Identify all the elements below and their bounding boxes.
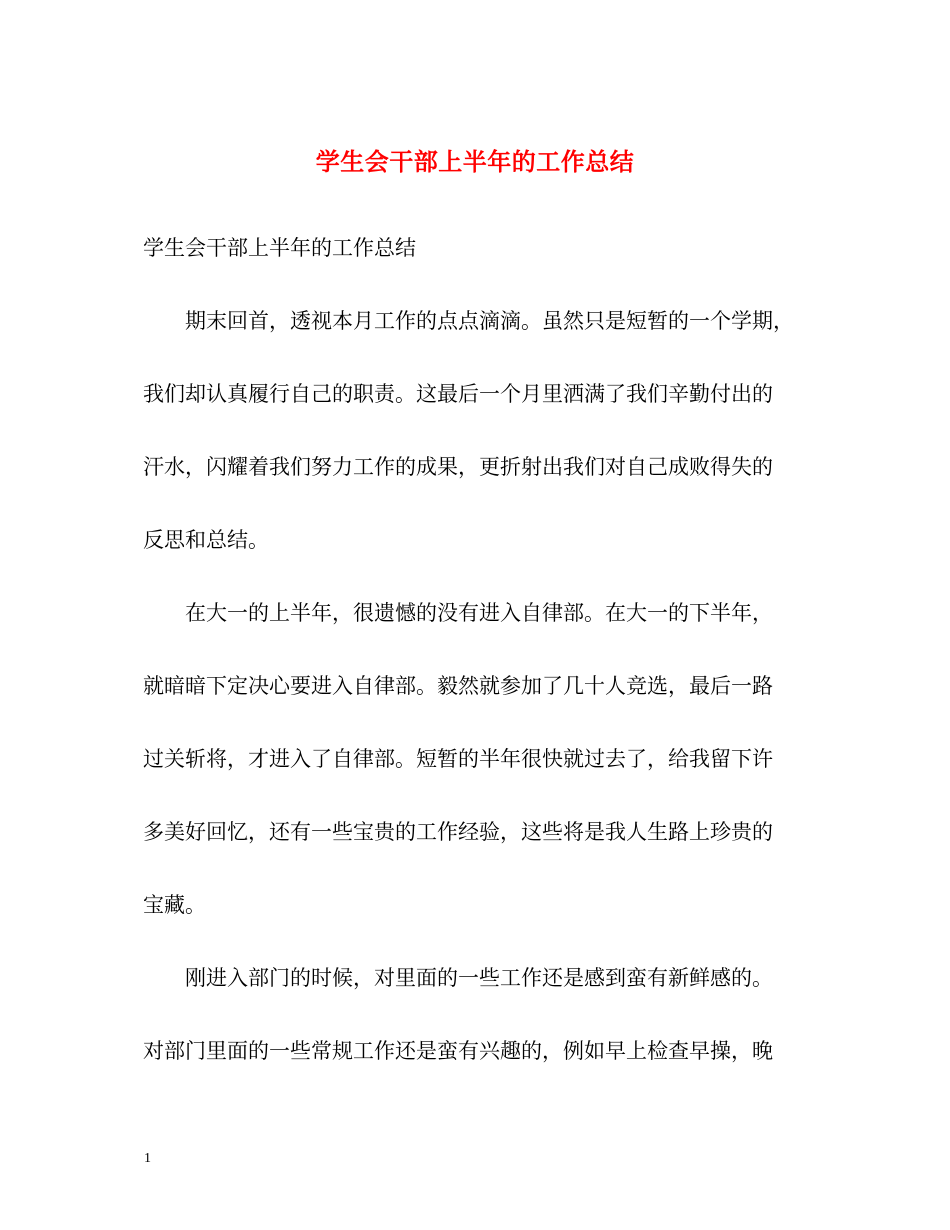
paragraph-line: 刚进入部门的时候，对里面的一些工作还是感到蛮有新鲜感的。: [185, 966, 773, 990]
page-number: 1: [144, 1151, 151, 1166]
paragraph-line: 期末回首，透视本月工作的点点滴滴。虽然只是短暂的一个学期，: [185, 309, 794, 333]
paragraph-line: 汗水，闪耀着我们努力工作的成果，更折射出我们对自己成败得失的: [143, 455, 773, 479]
paragraph-line: 多美好回忆，还有一些宝贵的工作经验，这些将是我人生路上珍贵的: [143, 820, 773, 844]
subtitle-line: 学生会干部上半年的工作总结: [143, 236, 416, 260]
paragraph-line: 宝藏。: [143, 893, 206, 917]
paragraph-line: 过关斩将，才进入了自律部。短暂的半年很快就过去了，给我留下许: [143, 747, 773, 771]
document-title: 学生会干部上半年的工作总结: [315, 147, 635, 176]
paragraph-line: 在大一的上半年，很遗憾的没有进入自律部。在大一的下半年，: [185, 601, 773, 625]
paragraph-line: 反思和总结。: [143, 528, 269, 552]
paragraph-line: 就暗暗下定决心要进入自律部。毅然就参加了几十人竞选，最后一路: [143, 674, 773, 698]
paragraph-line: 对部门里面的一些常规工作还是蛮有兴趣的，例如早上检查早操，晚: [143, 1039, 773, 1063]
document-body: [143, 228, 803, 1104]
paragraph-line: 我们却认真履行自己的职责。这最后一个月里洒满了我们辛勤付出的: [143, 382, 773, 406]
